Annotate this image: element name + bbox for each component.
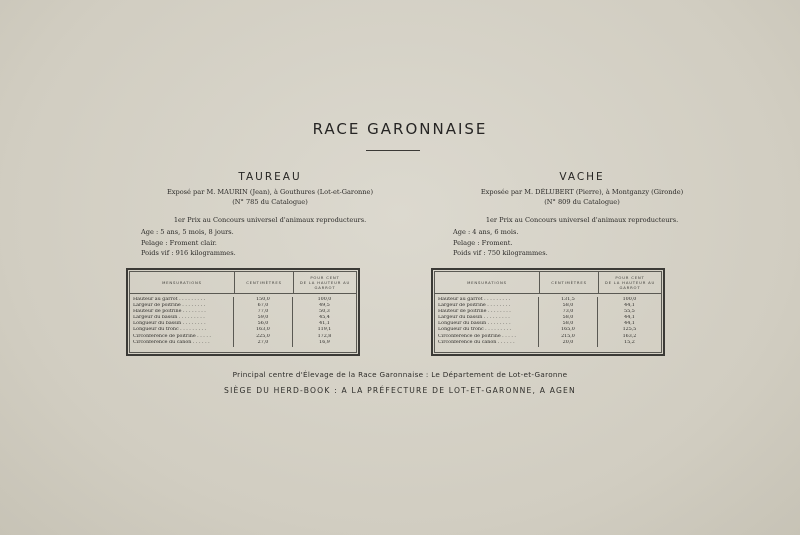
table-cell-pct: 49,5 (319, 303, 330, 309)
table-cell-pct: 41,1 (319, 321, 330, 327)
table-cell-pct: 125,5 (622, 327, 637, 333)
header-pct-line1: POUR CENT (615, 275, 645, 280)
table-row-label: Hauteur de poitrine . . . . . . . . (133, 309, 206, 315)
table-row-label: Largeur du bassin . . . . . . . . . (133, 315, 205, 321)
cm-column (539, 297, 598, 347)
header-pct-line1: POUR CENT (310, 275, 340, 280)
table-body (130, 294, 356, 352)
table-cell-pct: 55,5 (624, 309, 635, 315)
table-cell-cm: 56,0 (257, 321, 269, 327)
table-cell-cm: 77,0 (257, 309, 269, 315)
table-cell-cm: 163,0 (256, 327, 270, 333)
table-cell-pct: 16,9 (319, 339, 330, 345)
table-row-label: Longueur du tronc . . . . . . . . . (438, 327, 512, 333)
table-cell-pct: 44,1 (624, 303, 635, 309)
table-row-label: Longueur du bassin . . . . . . . . (133, 321, 206, 327)
header-centimetres: CENTIMÈTRES (235, 272, 294, 293)
table-cell-cm: 131,5 (561, 297, 575, 302)
table-header (435, 272, 661, 294)
header-pct-line2: DE LA HAUTEUR AU GARROT (299, 280, 351, 290)
table-row-label: Longueur du tronc . . . . . . . . . (133, 327, 207, 333)
table-cell-pct: 44,1 (624, 315, 635, 321)
table-row-label: Circonférence du canon . . . . . . (438, 339, 515, 345)
pct-column (293, 297, 356, 347)
table-row-label: Largeur du bassin . . . . . . . . . (438, 315, 510, 321)
table-cell-pct: 172,8 (317, 333, 332, 339)
vache-catalogue: (N° 809 du Catalogue) (544, 198, 620, 206)
header-pct-line2: DE LA HAUTEUR AU GARROT (604, 280, 656, 290)
header-pour-cent (599, 272, 661, 293)
taureau-poids: Poids vif : 916 kilogrammes. (141, 249, 236, 257)
vache-poids: Poids vif : 750 kilogrammes. (453, 249, 548, 257)
vache-prize: 1er Prix au Concours universel d'animaux reproducteurs. (485, 215, 679, 224)
header-mensurations: MENSURATIONS (130, 272, 235, 293)
header-mensurations: MENSURATIONS (435, 272, 540, 293)
table-cell-pct: 100,0 (622, 297, 637, 302)
herd-book-line: SIÈGE DU HERD-BOOK : A LA PRÉFECTURE DE LOT-ET-GARONNE, A AGEN (224, 386, 576, 395)
taureau-measurements-table (126, 268, 360, 356)
table-row-label: Circonférence de poitrine . . . . . (133, 333, 211, 339)
table-cell-cm: 27,0 (257, 339, 269, 345)
table-row-label: Hauteur de poitrine . . . . . . . . (438, 309, 511, 315)
table-cell-cm: 58,0 (562, 303, 574, 309)
taureau-pelage: Pelage : Froment clair. (141, 238, 217, 247)
taureau-age: Age : 5 ans, 5 mois, 8 jours. (141, 228, 234, 236)
table-cell-cm: 215,0 (561, 333, 575, 339)
taureau-heading: TAUREAU (238, 171, 302, 183)
taureau-catalogue: (N° 785 du Catalogue) (232, 198, 308, 206)
table-header (130, 272, 356, 294)
table-cell-pct: 15,2 (624, 339, 635, 345)
vache-heading: VACHE (559, 171, 605, 183)
taureau-prize: 1er Prix au Concours universel d'animaux reproducteurs. (173, 215, 367, 224)
table-cell-cm: 58,0 (562, 321, 574, 327)
taureau-section (120, 172, 420, 259)
table-cell-cm: 165,0 (561, 327, 575, 333)
vache-exhibitor: Exposée par M. DÉLUBERT (Pierre), à Montganzy (Gironde) (480, 187, 684, 196)
header-centimetres: CENTIMÈTRES (540, 272, 599, 293)
vache-measurements-table (431, 268, 665, 356)
table-cell-cm: 67,0 (257, 303, 269, 309)
table-cell-cm: 20,0 (562, 339, 574, 345)
table-cell-pct: 50,3 (319, 309, 330, 315)
table-cell-pct: 119,1 (317, 327, 332, 333)
table-cell-pct: 44,1 (624, 321, 635, 327)
label-column (435, 297, 539, 347)
label-column (130, 297, 234, 347)
breeding-centre-line: Principal centre d'Élevage de la Race Garonnaise : Le Département de Lot-et-Garonne (232, 370, 568, 379)
taureau-exhibitor: Exposé par M. MAURIN (Jean), à Gouthures (Lot-et-Garonne) (166, 187, 374, 196)
table-row-label: Hauteur au garrot . . . . . . . . . (438, 297, 511, 302)
table-body (435, 294, 661, 352)
table-cell-pct: 100,0 (317, 297, 332, 302)
table-cell-cm: 150,0 (256, 297, 270, 302)
table-cell-cm: 73,0 (562, 309, 574, 315)
table-cell-cm: 58,0 (562, 315, 574, 321)
cm-column (234, 297, 293, 347)
table-cell-pct: 163,2 (622, 333, 637, 339)
vache-section (432, 172, 732, 259)
header-pour-cent (294, 272, 356, 293)
vache-pelage: Pelage : Froment. (453, 238, 513, 247)
table-row-label: Largeur de poitrine . . . . . . . . (133, 303, 206, 309)
vache-age: Age : 4 ans, 6 mois. (453, 228, 519, 236)
table-cell-cm: 59,0 (257, 315, 269, 321)
table-row-label: Largeur de poitrine . . . . . . . . (438, 303, 511, 309)
title-rule (366, 150, 420, 151)
table-cell-cm: 225,0 (256, 333, 270, 339)
table-row-label: Hauteur au garrot . . . . . . . . . (133, 297, 206, 302)
table-row-label: Circonférence du canon . . . . . . (133, 339, 210, 345)
page-title: RACE GARONNAISE (312, 120, 488, 138)
table-row-label: Circonférence de poitrine . . . . . (438, 333, 516, 339)
table-row-label: Longueur du bassin . . . . . . . . (438, 321, 511, 327)
table-cell-pct: 45,4 (319, 315, 330, 321)
pct-column (598, 297, 661, 347)
